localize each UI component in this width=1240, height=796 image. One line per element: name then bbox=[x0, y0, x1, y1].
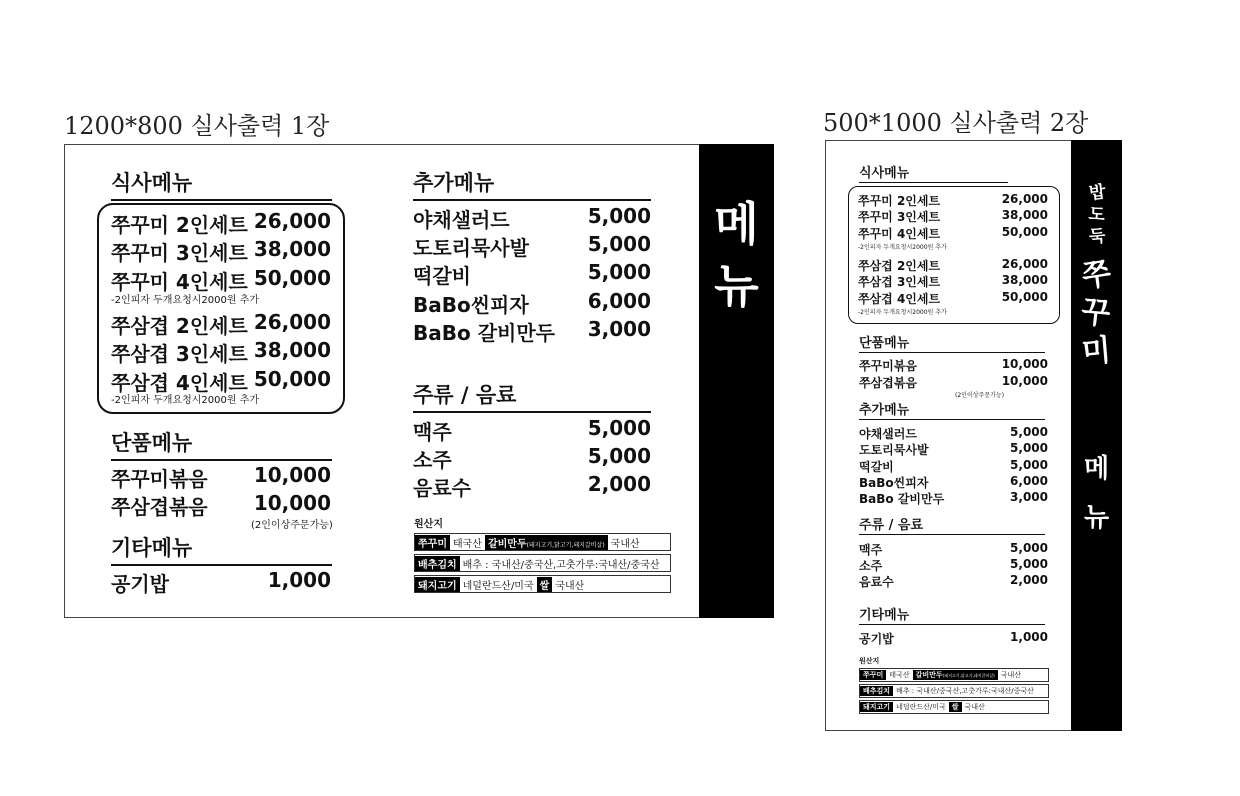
section-title-single: 단품메뉴 bbox=[111, 427, 332, 461]
item-price: 10,000 bbox=[253, 491, 331, 515]
menu-row bbox=[859, 374, 1048, 391]
origin-tag-detail: (돼지고기,닭고기,돼지갈비살) bbox=[526, 541, 605, 549]
origin-row bbox=[859, 700, 1049, 714]
item-name: 음료수 bbox=[413, 476, 471, 500]
item-name: 쭈꾸미 2인세트 bbox=[858, 194, 941, 208]
item-name: 쭈꾸미볶음 bbox=[111, 467, 208, 491]
bar-char-me: 메 bbox=[1083, 454, 1110, 484]
section-title-meal: 식사메뉴 bbox=[111, 167, 332, 201]
item-price: 38,000 bbox=[253, 237, 331, 261]
origin-row bbox=[859, 668, 1049, 682]
item-price: 10,000 bbox=[253, 463, 331, 487]
pizza-note: -2인피자 두개요청시2000원 추가 bbox=[111, 295, 260, 306]
brand-char: 둑 bbox=[1088, 226, 1107, 248]
item-name: 소주 bbox=[859, 559, 883, 573]
menu-row bbox=[859, 541, 1048, 558]
item-name: 쭈삼겹볶음 bbox=[859, 376, 917, 390]
menu-row bbox=[859, 557, 1048, 574]
item-name: 쭈꾸미 4인세트 bbox=[858, 227, 941, 241]
bar-char-nyu: 뉴 bbox=[714, 259, 759, 313]
item-price: 50,000 bbox=[1001, 290, 1048, 304]
section-title-etc: 기타메뉴 bbox=[859, 604, 1045, 625]
item-name: 쭈꾸미 4인세트 bbox=[111, 270, 248, 294]
item-price: 1,000 bbox=[267, 568, 331, 592]
origin-tag: 쭈꾸미 bbox=[415, 535, 450, 550]
caption-right: 500*1000 실사출력 2장 bbox=[823, 109, 1089, 137]
item-price: 5,000 bbox=[587, 232, 651, 256]
item-price: 5,000 bbox=[1010, 541, 1048, 555]
origin-value: 태국산 bbox=[889, 671, 910, 679]
menu-row bbox=[858, 208, 1048, 225]
origin-value: 국내산 bbox=[1000, 671, 1021, 679]
menu-row bbox=[111, 463, 331, 492]
menu-row bbox=[413, 260, 651, 289]
brand-char: 쭈 bbox=[1079, 256, 1114, 295]
menu-row bbox=[858, 273, 1048, 290]
item-name: 소주 bbox=[413, 448, 452, 472]
section-title-etc: 기타메뉴 bbox=[111, 532, 332, 566]
item-price: 5,000 bbox=[1010, 425, 1048, 439]
item-name: 쭈꾸미 3인세트 bbox=[858, 210, 941, 224]
caption-left: 1200*800 실사출력 1장 bbox=[64, 112, 330, 140]
pizza-note: -2인피자 두개요청시2000원 추가 bbox=[858, 244, 947, 251]
section-title-meal: 식사메뉴 bbox=[859, 162, 1008, 183]
bar-char-nyu: 뉴 bbox=[1083, 503, 1110, 533]
item-name: BaBo씬피자 bbox=[413, 293, 529, 317]
origin-row bbox=[414, 575, 671, 593]
item-price: 38,000 bbox=[1001, 273, 1048, 287]
origin-tag bbox=[485, 535, 608, 550]
menu-row bbox=[413, 317, 651, 346]
item-name: 쭈삼겹 3인세트 bbox=[111, 342, 248, 366]
section-title-drink: 주류 / 음료 bbox=[859, 514, 1045, 535]
section-title-single: 단품메뉴 bbox=[859, 332, 1045, 353]
section-title-extra: 추가메뉴 bbox=[859, 399, 1045, 420]
item-name: 도토리묵사발 bbox=[859, 443, 929, 457]
menu-row bbox=[413, 204, 651, 233]
brand-char: 밥 bbox=[1088, 182, 1107, 204]
item-name: BaBo씬피자 bbox=[859, 476, 929, 490]
bar-char-me: 메 bbox=[714, 197, 759, 251]
origin-tag: 쭈꾸미 bbox=[860, 670, 886, 680]
menu-row bbox=[111, 209, 331, 238]
item-price: 5,000 bbox=[1010, 557, 1048, 571]
item-price: 5,000 bbox=[587, 416, 651, 440]
item-name: 음료수 bbox=[859, 575, 894, 589]
item-price: 10,000 bbox=[1001, 374, 1048, 388]
item-price: 50,000 bbox=[1001, 225, 1048, 239]
single-note: (2인이상주문가능) bbox=[251, 520, 333, 531]
item-price: 26,000 bbox=[253, 209, 331, 233]
brand-char: 도 bbox=[1087, 204, 1106, 226]
item-name: 쭈삼겹 2인세트 bbox=[111, 314, 248, 338]
origin-title: 원산지 bbox=[859, 657, 880, 665]
item-name: 쭈삼겹 4인세트 bbox=[111, 371, 248, 395]
menu-row bbox=[413, 289, 651, 318]
menu-row bbox=[858, 257, 1048, 274]
origin-title: 원산지 bbox=[414, 519, 443, 530]
origin-tag: 쌀 bbox=[949, 702, 962, 712]
menu-row bbox=[859, 441, 1048, 458]
single-note: (2인이상주문가능) bbox=[955, 392, 1005, 399]
item-price: 5,000 bbox=[1010, 441, 1048, 455]
menu-row bbox=[859, 490, 1048, 507]
item-price: 5,000 bbox=[587, 260, 651, 284]
origin-row bbox=[414, 554, 671, 572]
menu-row bbox=[858, 192, 1048, 209]
origin-row bbox=[414, 533, 671, 551]
origin-value: 배추 : 국내산/중국산,고춧가루:국내산/중국산 bbox=[462, 559, 660, 571]
pizza-note: -2인피자 두개요청시2000원 추가 bbox=[111, 395, 260, 406]
menu-row bbox=[859, 630, 1048, 647]
section-title-extra: 추가메뉴 bbox=[413, 167, 651, 201]
item-name: 공기밥 bbox=[859, 632, 894, 646]
origin-value: 국내산 bbox=[610, 538, 640, 550]
item-price: 5,000 bbox=[587, 444, 651, 468]
origin-tag-text: 갈비만두 bbox=[915, 671, 943, 679]
origin-value: 네덜란드산/미국 bbox=[896, 703, 946, 711]
item-name: 야채샐러드 bbox=[859, 427, 917, 441]
item-name: 맥주 bbox=[859, 543, 883, 557]
item-name: 쭈꾸미볶음 bbox=[859, 359, 917, 373]
origin-tag: 쌀 bbox=[537, 577, 553, 592]
brand-char: 꾸 bbox=[1079, 294, 1112, 333]
item-price: 50,000 bbox=[253, 367, 331, 391]
pizza-note: -2인피자 두개요청시2000원 추가 bbox=[858, 309, 947, 316]
origin-tag bbox=[913, 670, 998, 680]
item-name: 도토리묵사발 bbox=[413, 236, 529, 260]
menu-row bbox=[111, 310, 331, 339]
item-price: 6,000 bbox=[1010, 474, 1048, 488]
item-price: 2,000 bbox=[1010, 573, 1048, 587]
item-price: 1,000 bbox=[1010, 630, 1048, 644]
item-name: 쭈삼겹볶음 bbox=[111, 495, 208, 519]
menu-row bbox=[111, 568, 331, 597]
item-name: 쭈꾸미 2인세트 bbox=[111, 213, 248, 237]
item-price: 26,000 bbox=[1001, 192, 1048, 206]
origin-value: 국내산 bbox=[964, 703, 985, 711]
origin-tag: 돼지고기 bbox=[860, 702, 893, 712]
menu-row bbox=[859, 474, 1048, 491]
item-name: 쭈삼겹 3인세트 bbox=[858, 275, 941, 289]
item-price: 5,000 bbox=[1010, 458, 1048, 472]
origin-value: 국내산 bbox=[555, 580, 585, 592]
item-price: 26,000 bbox=[253, 310, 331, 334]
item-price: 3,000 bbox=[587, 317, 651, 341]
item-price: 5,000 bbox=[587, 204, 651, 228]
item-name: 맥주 bbox=[413, 420, 452, 444]
menu-row bbox=[111, 338, 331, 367]
menu-row bbox=[859, 458, 1048, 475]
origin-tag-text: 갈비만두 bbox=[487, 538, 527, 550]
origin-row bbox=[859, 684, 1049, 698]
item-name: 떡갈비 bbox=[413, 264, 471, 288]
menu-row bbox=[858, 225, 1048, 242]
menu-row bbox=[859, 573, 1048, 590]
item-name: BaBo 갈비만두 bbox=[859, 492, 945, 506]
menu-row bbox=[859, 425, 1048, 442]
item-name: BaBo 갈비만두 bbox=[413, 321, 555, 345]
item-name: 쭈꾸미 3인세트 bbox=[111, 241, 248, 265]
menu-row bbox=[413, 472, 651, 501]
origin-tag: 배추김치 bbox=[860, 686, 893, 696]
menu-row bbox=[858, 290, 1048, 307]
item-price: 38,000 bbox=[253, 338, 331, 362]
item-price: 38,000 bbox=[1001, 208, 1048, 222]
menu-row bbox=[413, 232, 651, 261]
item-name: 쭈삼겹 4인세트 bbox=[858, 292, 941, 306]
origin-value: 태국산 bbox=[452, 538, 482, 550]
origin-value: 배추 : 국내산/중국산,고춧가루:국내산/중국산 bbox=[896, 687, 1034, 695]
origin-tag: 배추김치 bbox=[415, 556, 460, 571]
section-title-drink: 주류 / 음료 bbox=[413, 379, 651, 413]
brand-char: 미 bbox=[1080, 332, 1113, 371]
origin-tag-detail: (돼지고기,닭고기,돼지갈비살) bbox=[942, 673, 995, 678]
item-price: 2,000 bbox=[587, 472, 651, 496]
origin-value: 네덜란드산/미국 bbox=[462, 580, 534, 592]
item-price: 6,000 bbox=[587, 289, 651, 313]
menu-row bbox=[859, 357, 1048, 374]
origin-tag: 돼지고기 bbox=[415, 577, 460, 592]
item-price: 26,000 bbox=[1001, 257, 1048, 271]
item-price: 3,000 bbox=[1010, 490, 1048, 504]
item-name: 떡갈비 bbox=[859, 460, 894, 474]
item-name: 야채샐러드 bbox=[413, 208, 510, 232]
menu-row bbox=[413, 416, 651, 445]
item-name: 공기밥 bbox=[111, 572, 169, 596]
item-name: 쭈삼겹 2인세트 bbox=[858, 259, 941, 273]
item-price: 50,000 bbox=[253, 266, 331, 290]
menu-row bbox=[413, 444, 651, 473]
item-price: 10,000 bbox=[1001, 357, 1048, 371]
menu-row bbox=[111, 237, 331, 266]
